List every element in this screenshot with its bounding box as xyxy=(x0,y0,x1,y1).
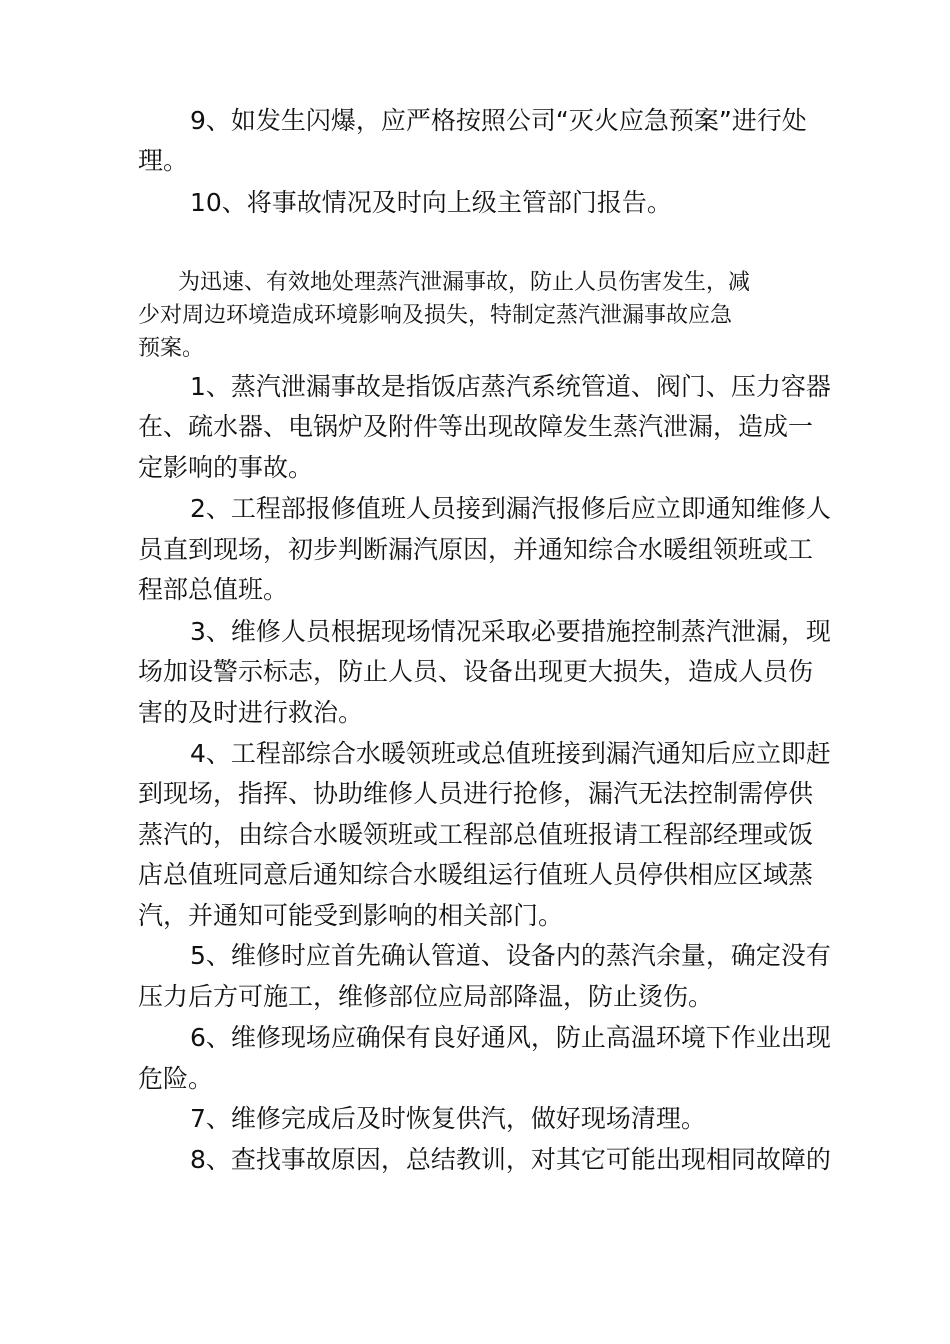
item-4-line-1: 4、工程部综合水暖领班或总值班接到漏汽通知后应立即赶 xyxy=(190,739,831,768)
item-3-line-1: 3、维修人员根据现场情况采取必要措施控制蒸汽泄漏，现 xyxy=(190,617,831,646)
intro-line-3: 预案。 xyxy=(138,336,205,361)
item-4-line-2: 到现场，指挥、协助维修人员进行抢修，漏汽无法控制需停供 xyxy=(138,779,814,808)
item-4-line-4: 店总值班同意后通知综合水暖组运行值班人员停供相应区域蒸 xyxy=(138,860,814,889)
item-2-line-1: 2、工程部报修值班人员接到漏汽报修后应立即通知维修人 xyxy=(190,494,831,523)
item-6-line-2: 危险。 xyxy=(138,1064,214,1093)
item-6-line-1: 6、维修现场应确保有良好通风，防止高温环境下作业出现 xyxy=(190,1023,831,1052)
item-1-line-2: 在、疏水器、电锅炉及附件等出现故障发生蒸汽泄漏，造成一 xyxy=(138,412,814,441)
intro-line-2: 少对周边环境造成环境影响及损失，特制定蒸汽泄漏事故应急 xyxy=(138,303,733,328)
item-5-line-2: 压力后方可施工，维修部位应局部降温，防止烫伤。 xyxy=(138,982,714,1011)
item-7-line-1: 7、维修完成后及时恢复供汽，做好现场清理。 xyxy=(190,1104,706,1133)
item-10-line: 10、将事故情况及时向上级主管部门报告。 xyxy=(190,188,672,217)
item-4-line-5: 汽，并通知可能受到影响的相关部门。 xyxy=(138,901,564,930)
item-2-line-3: 程部总值班。 xyxy=(138,575,289,604)
item-2-line-2: 员直到现场，初步判断漏汽原因，并通知综合水暖组领班或工 xyxy=(138,535,814,564)
item-1-line-1: 1、蒸汽泄漏事故是指饭店蒸汽系统管道、阀门、压力容器 xyxy=(190,372,831,401)
item-1-line-3: 定影响的事故。 xyxy=(138,453,314,482)
item-9-line-1: 9、如发生闪爆，应严格按照公司“灭火应急预案”进行处 xyxy=(190,106,807,135)
item-9-line-2: 理。 xyxy=(138,146,189,175)
item-8-line-1: 8、查找事故原因，总结教训，对其它可能出现相同故障的 xyxy=(190,1145,831,1174)
item-4-line-3: 蒸汽的，由综合水暖领班或工程部总值班报请工程部经理或饭 xyxy=(138,820,814,849)
intro-line-1: 为迅速、有效地处理蒸汽泄漏事故，防止人员伤害发生，减 xyxy=(178,270,751,295)
item-3-line-3: 害的及时进行救治。 xyxy=(138,698,364,727)
item-3-line-2: 场加设警示标志，防止人员、设备出现更大损失，造成人员伤 xyxy=(138,657,814,686)
item-5-line-1: 5、维修时应首先确认管道、设备内的蒸汽余量，确定没有 xyxy=(190,941,831,970)
